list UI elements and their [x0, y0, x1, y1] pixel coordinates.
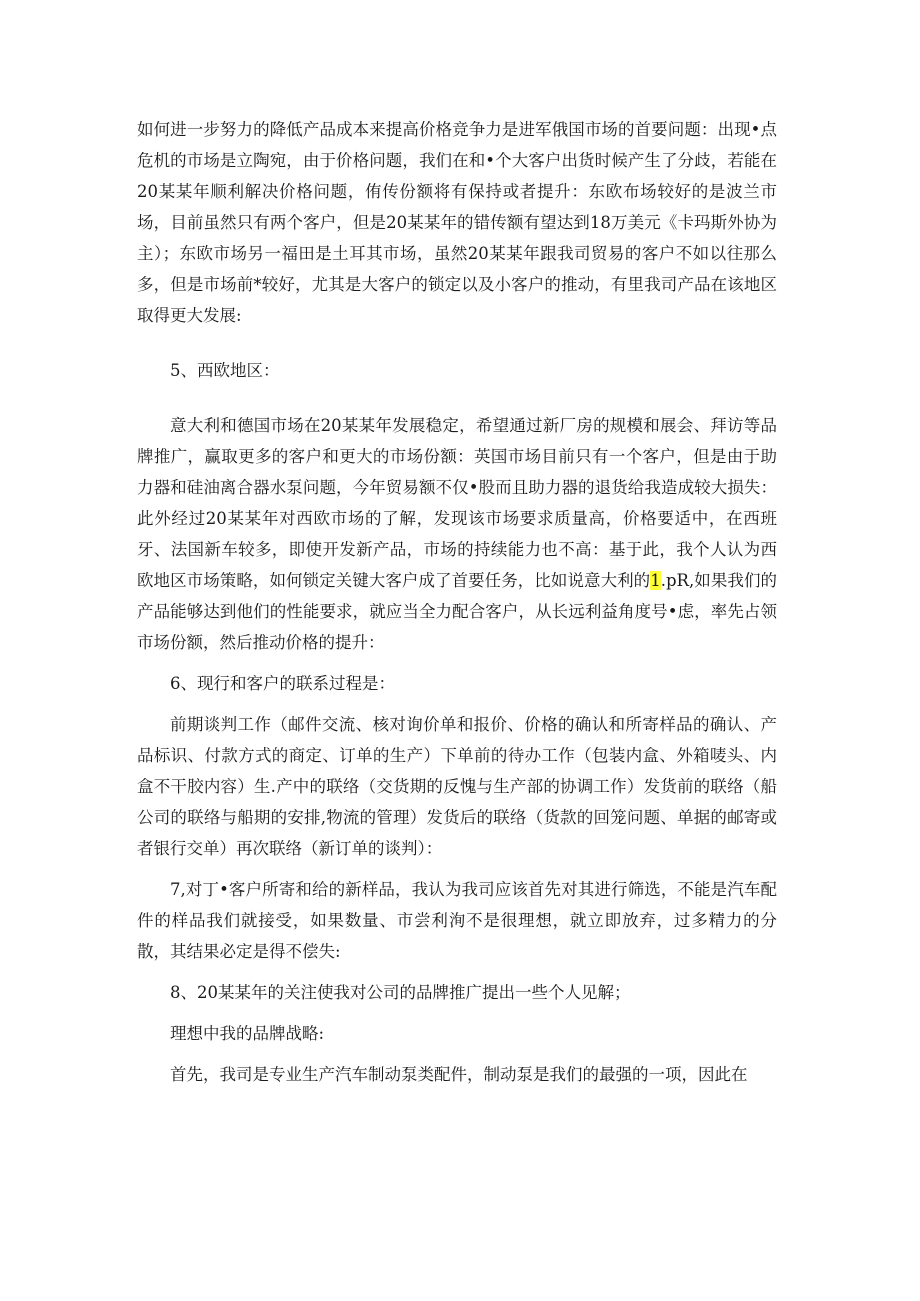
paragraph-brand-strategy-heading: 理想中我的品牌战略: — [170, 1024, 325, 1043]
paragraph-west-europe-text-after: .pR,如果我们的产品能够达到他们的性能要求，就应当全力配合客户，从长远利益角度号•虑，率先占领市场份额，然后推动价格的提升： — [137, 571, 778, 652]
paragraph-sample-screening: 7,对丁•客户所寄和给的新样品，我认为我司应该首先对其进行筛选，不能是汽车配件的样品我们就接受，如果数量、市尝利洵不是很理想，就立即放弃，过多精力的分散，其结果必定是得不偿失: — [137, 880, 777, 961]
paragraph-brand-promotion: 8、20某某年的关注使我对公司的品牌推广提出一些个人见解； — [170, 983, 631, 1002]
paragraph-brand-strategy-first: 首先，我司是专业生产汽车制动泵类配件，制动泵是我们的最强的一项，因此在 — [170, 1065, 748, 1084]
section-heading-west-europe: 5、西欧地区： — [170, 361, 280, 380]
highlighted-mark: 1 — [650, 571, 661, 590]
section-heading-customer-contact: 6、现行和客户的联系过程是： — [170, 674, 395, 693]
document-body — [137, 114, 777, 1090]
paragraph-west-europe-text-before: 意大利和德国市场在20某某年发展稳定，希望通过新厂房的规模和展会、拜访等品牌推广，赢取更多的客户和更大的市场份额：英国市场目前只有一个客户，但是由于助力器和硅油离合器水泵问题，今年贸易额不仅•股而且助力器的退货给我造成较大损失：此外经过20某某年对西欧市场的了解，发现该市场要求质量高，价格要适中，在西班牙、法国新车较多，即使开发新产品，市场的持续能力也不高：基于此，我个人认为西欧地区市场策略，如何锁定关键大客户成了首要任务，比如说意大利的 — [137, 416, 777, 590]
paragraph-west-europe-market — [137, 410, 777, 658]
paragraph-east-europe-market: 如何进一步努力的降低产品成本来提高价格竞争力是进军俄国市场的首要问题：出现•点危机的市场是立陶宛，由于价格问题，我们在和•个大客户出货时候产生了分歧，若能在20某某年顺利解决价格问题，侑传份额将有保持或者提升：东欧布场较好的是波兰市场，目前虽然只有两个客户，但是20某某年的错传额有望达到18万美元《卡玛斯外协为主）；东欧市场另一福田是土耳其市场，虽然20某某年跟我司贸易的客户不如以往那么多，但是市场前*较好，尤其是大客户的锁定以及小客户的推动，有里我司产品在该地区取得更大发展: — [137, 120, 777, 325]
paragraph-contact-process: 前期谈判工作（邮件交流、核对询价单和报价、价格的确认和所寄样品的确认、产品标识、付款方式的商定、订单的生产）下单前的待办工作（包装内盒、外箱唛头、内盒不干胶内容）生.产中的联络（交货期的反愧与生产部的协调工作）发货前的联络（船公司的联络与船期的安排,物流的管理）发货后的联络（货款的回笼问题、单据的邮寄或者银行交单）再次联络（新订单的谈判）： — [137, 715, 777, 858]
